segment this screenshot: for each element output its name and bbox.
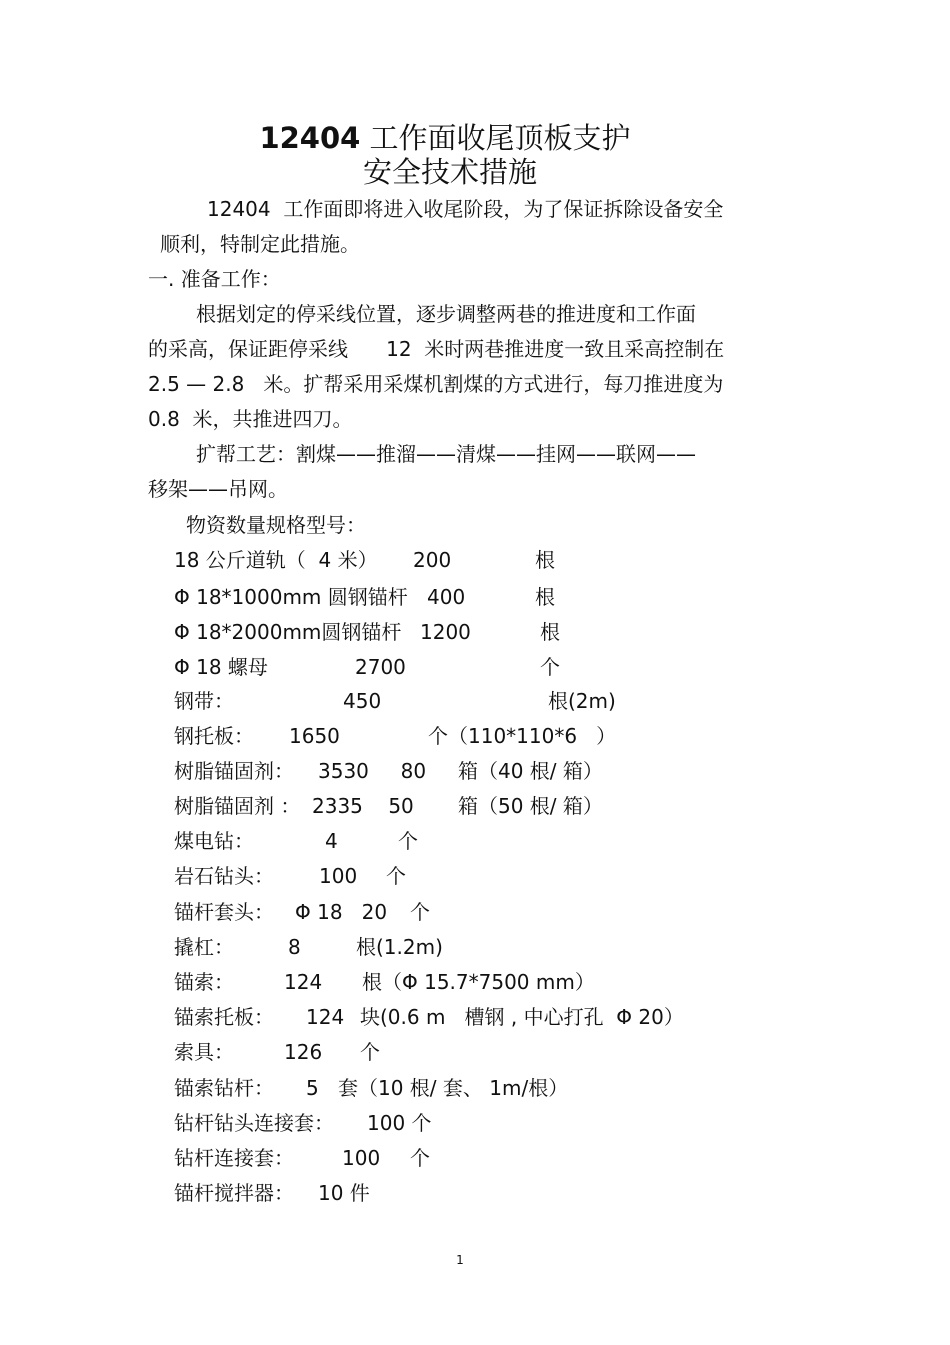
material-unit: 个（110*110*6 ） (428, 724, 617, 748)
material-name: 锚杆套头： (174, 900, 274, 924)
material-unit: 根(2m) (548, 689, 616, 713)
intro-line-1: 12404 工作面即将进入收尾阶段，为了保证拆除设备安全 (207, 197, 724, 221)
material-unit: 个 (398, 829, 418, 853)
material-unit: 箱（50 根/ 箱） (458, 794, 603, 818)
material-qty: 100 (342, 1146, 381, 1170)
material-qty: 200 (413, 548, 452, 572)
material-name: 索具： (174, 1040, 234, 1064)
material-name: 锚索： (174, 970, 234, 994)
material-name: 钻杆连接套： (174, 1146, 294, 1170)
material-name: 撬杠： (174, 935, 234, 959)
intro-line-2: 顺利，特制定此措施。 (160, 232, 360, 256)
material-name: Φ 18*1000mm 圆钢锚杆 (174, 585, 408, 609)
material-unit: 个 (410, 900, 430, 924)
material-qty: 2700 (355, 655, 406, 679)
material-unit: 个 (386, 864, 406, 888)
material-unit: 个 (410, 1146, 430, 1170)
material-unit: 根 (535, 548, 555, 572)
material-unit: 根 (540, 620, 560, 644)
material-qty: 1200 (420, 620, 471, 644)
material-unit: 根(1.2m) (356, 935, 443, 959)
material-name: 钢带： (174, 689, 234, 713)
material-name: 岩石钻头： (174, 864, 274, 888)
material-name: 树脂锚固剂 ： (174, 794, 301, 818)
material-qty: 100 (319, 864, 358, 888)
material-qty: 124 (306, 1005, 345, 1029)
material-qty: Φ 18 20 (295, 900, 388, 924)
material-unit: 箱（40 根/ 箱） (458, 759, 603, 783)
material-name: 钻杆钻头连接套： (174, 1111, 334, 1135)
material-qty: 8 (288, 935, 301, 959)
material-unit: 根（Φ 15.7*7500 mm） (362, 970, 595, 994)
material-unit: 个 (540, 655, 560, 679)
material-qty: 1650 (289, 724, 340, 748)
material-qty: 2335 50 (312, 794, 414, 818)
material-qty: 100 个 (367, 1111, 432, 1135)
paragraph-line: 2.5 — 2.8 米。扩帮采用采煤机割煤的方式进行，每刀推进度为 (148, 372, 724, 396)
material-name: 锚索钻杆： (174, 1076, 274, 1100)
material-qty: 400 (427, 585, 466, 609)
material-qty: 124 (284, 970, 323, 994)
title-text: 工作面收尾顶板支护 (360, 121, 631, 155)
title-number: 12404 (259, 121, 361, 155)
material-unit: 个 (360, 1040, 380, 1064)
material-qty: 3530 80 (318, 759, 427, 783)
material-name: Φ 18*2000mm圆钢锚杆 (174, 620, 402, 644)
paragraph-line: 0.8 米，共推进四刀。 (148, 407, 353, 431)
section-heading: 一. 准备工作： (148, 267, 281, 291)
material-qty: 5 (306, 1076, 319, 1100)
materials-heading: 物资数量规格型号： (186, 513, 366, 537)
material-qty: 10 件 (318, 1181, 370, 1205)
paragraph-line: 根据划定的停采线位置，逐步调整两巷的推进度和工作面 (196, 302, 696, 326)
material-name: 锚杆搅拌器： (174, 1181, 294, 1205)
material-qty: 4 (325, 829, 338, 853)
material-qty: 450 (343, 689, 382, 713)
material-unit: 套（10 根/ 套、 1m/根） (338, 1076, 569, 1100)
material-qty: 126 (284, 1040, 323, 1064)
page-number: 1 (456, 1253, 464, 1267)
paragraph-line: 的采高，保证距停采线 12 米时两巷推进度一致且采高控制在 (148, 337, 725, 361)
material-name: 煤电钻： (174, 829, 254, 853)
material-name: 树脂锚固剂： (174, 759, 294, 783)
document-title-line2: 安全技术措施 (362, 155, 537, 189)
material-name: Φ 18 螺母 (174, 655, 268, 679)
material-unit: 块(0.6 m 槽钢 , 中心打孔 Φ 20） (360, 1005, 684, 1029)
process-line: 移架——吊网。 (148, 477, 288, 501)
material-name: 钢托板： (174, 724, 254, 748)
material-name: 18 公斤道轨（ 4 米） (174, 548, 378, 572)
process-line: 扩帮工艺：割煤——推溜——清煤——挂网——联网—— (196, 442, 696, 466)
material-name: 锚索托板： (174, 1005, 274, 1029)
material-unit: 根 (535, 585, 555, 609)
document-title-line1 (0, 120, 890, 156)
